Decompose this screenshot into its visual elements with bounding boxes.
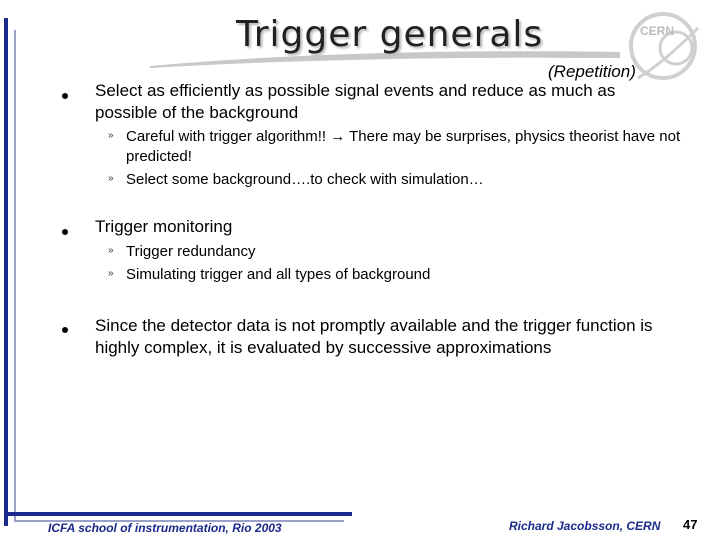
bullet-text: Since the detector data is not promptly available and the trigger function is highly complex, it is evaluated by successive approximations <box>95 316 653 357</box>
sub-bullet-marker: » <box>108 268 114 279</box>
bullet-text: Trigger monitoring <box>95 217 233 236</box>
left-border-bar <box>4 18 8 526</box>
slide-title: Trigger generals <box>236 14 544 55</box>
left-border-line <box>14 30 16 522</box>
page-number: 47 <box>683 517 698 532</box>
cern-logo-text: CERN <box>640 24 675 38</box>
bullet-dot <box>62 93 68 99</box>
sub-bullet-marker: » <box>108 245 114 256</box>
bullet-dot <box>62 327 68 333</box>
bottom-border-bar <box>4 512 352 516</box>
sub-bullet-text: Careful with trigger algorithm!! → There may be surprises, physics theorist have not predicted! <box>126 128 681 165</box>
bullet-text: Select as efficiently as possible signal events and reduce as much as possible of the background <box>95 81 616 122</box>
footer-author: Richard Jacobsson, CERN <box>509 519 661 533</box>
sub-bullet-text: Simulating trigger and all types of background <box>126 266 431 283</box>
footer-event: ICFA school of instrumentation, Rio 2003 <box>48 521 282 535</box>
sub-bullet-text: Select some background….to check with simulation… <box>126 171 484 188</box>
sub-bullet-marker: » <box>108 130 114 141</box>
repetition-note: (Repetition) <box>548 62 636 81</box>
sub-bullet-text: Trigger redundancy <box>126 243 256 260</box>
bullet-dot <box>62 229 68 235</box>
sub-bullet-marker: » <box>108 173 114 184</box>
